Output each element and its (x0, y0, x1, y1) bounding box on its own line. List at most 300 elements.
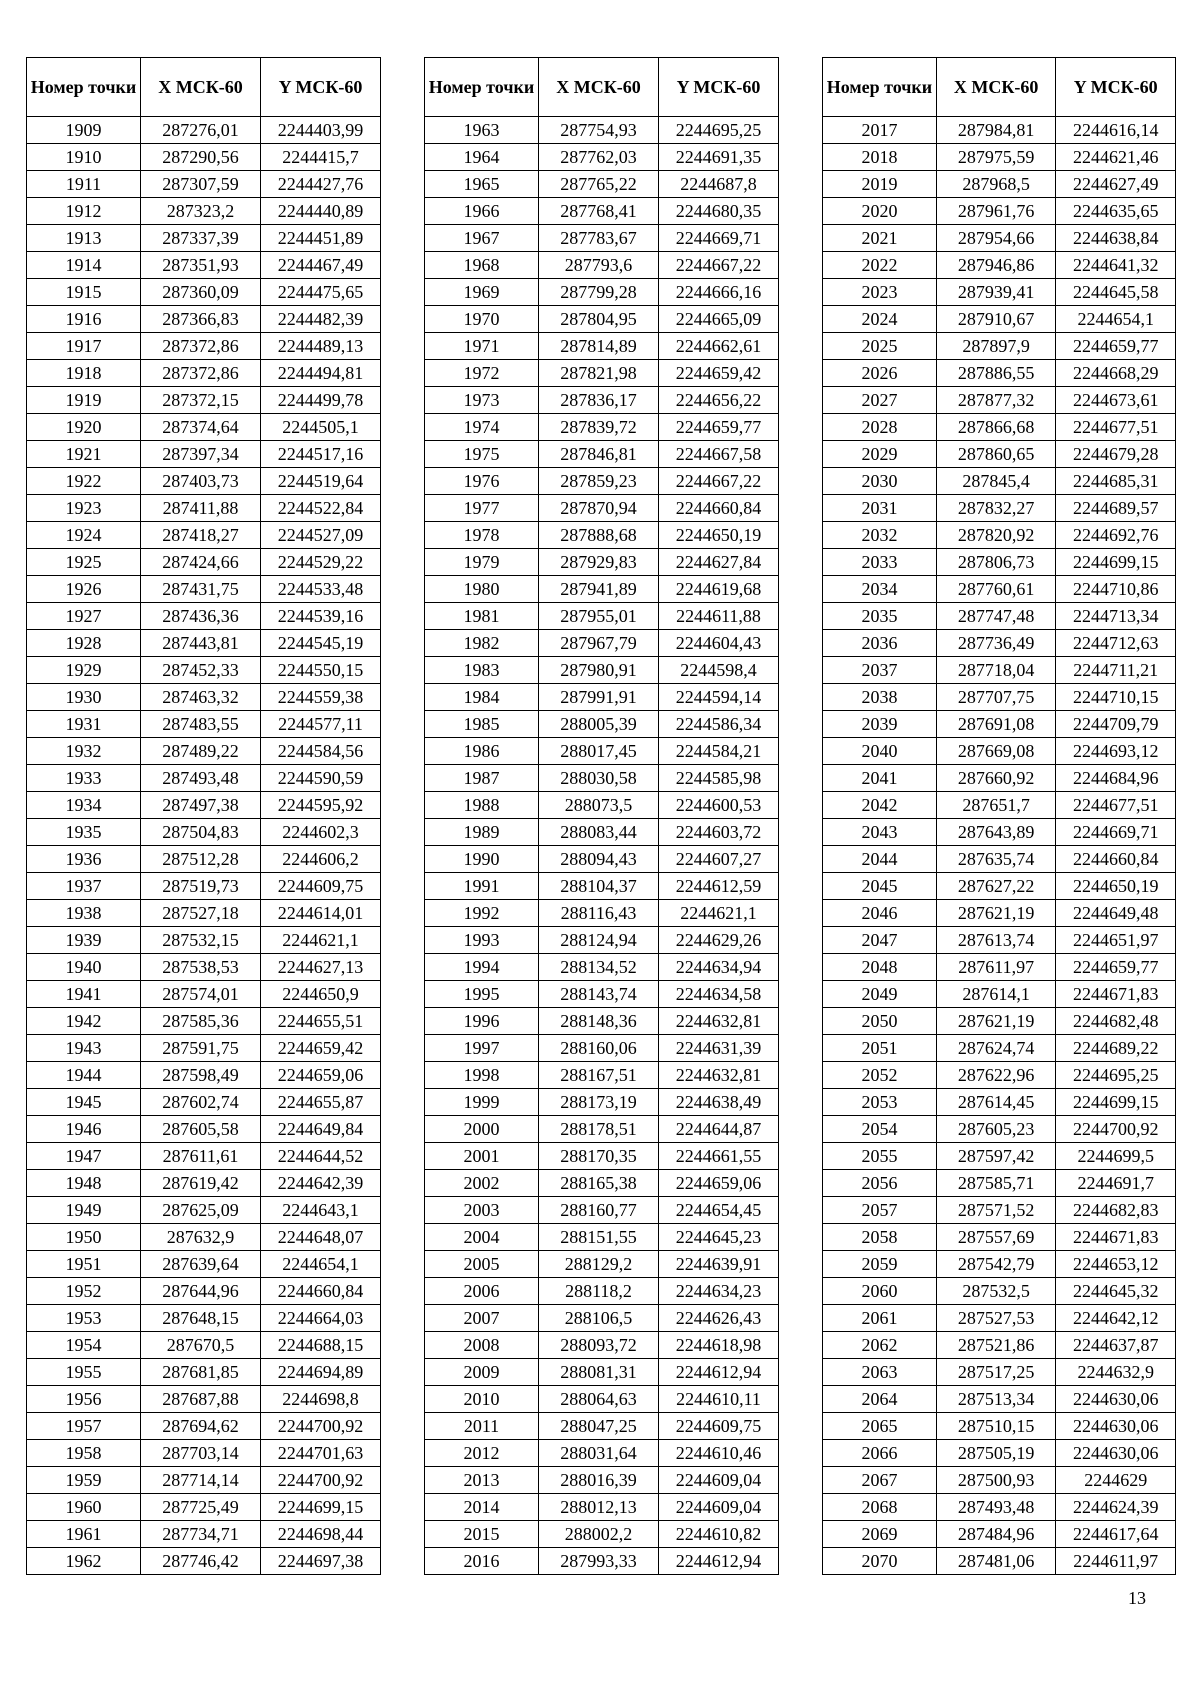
cell-point-number: 2007 (425, 1305, 539, 1332)
cell-y-coordinate: 2244505,1 (261, 414, 381, 441)
cell-point-number: 2035 (823, 603, 937, 630)
table-row (425, 954, 779, 981)
table-row (27, 549, 381, 576)
cell-x-coordinate: 287542,79 (936, 1251, 1056, 1278)
cell-point-number: 1940 (27, 954, 141, 981)
cell-y-coordinate: 2244639,91 (659, 1251, 779, 1278)
cell-y-coordinate: 2244631,39 (659, 1035, 779, 1062)
header-point-number: Номер точки (425, 58, 539, 117)
table-row (425, 1359, 779, 1386)
table-row (27, 1521, 381, 1548)
cell-x-coordinate: 287493,48 (936, 1494, 1056, 1521)
cell-y-coordinate: 2244630,06 (1056, 1386, 1176, 1413)
cell-point-number: 2010 (425, 1386, 539, 1413)
table-row (823, 1062, 1176, 1089)
cell-x-coordinate: 288151,55 (539, 1224, 659, 1251)
cell-point-number: 2049 (823, 981, 937, 1008)
cell-y-coordinate: 2244699,15 (1056, 549, 1176, 576)
cell-point-number: 1949 (27, 1197, 141, 1224)
cell-y-coordinate: 2244632,9 (1056, 1359, 1176, 1386)
cell-x-coordinate: 287804,95 (539, 306, 659, 333)
cell-y-coordinate: 2244659,42 (659, 360, 779, 387)
cell-point-number: 1976 (425, 468, 539, 495)
cell-y-coordinate: 2244666,16 (659, 279, 779, 306)
cell-point-number: 1916 (27, 306, 141, 333)
cell-x-coordinate: 287374,64 (141, 414, 261, 441)
cell-point-number: 1986 (425, 738, 539, 765)
cell-point-number: 2042 (823, 792, 937, 819)
cell-point-number: 2067 (823, 1467, 937, 1494)
cell-y-coordinate: 2244650,19 (659, 522, 779, 549)
table-row (425, 279, 779, 306)
cell-x-coordinate: 287452,33 (141, 657, 261, 684)
cell-point-number: 2068 (823, 1494, 937, 1521)
cell-x-coordinate: 287954,66 (936, 225, 1056, 252)
cell-y-coordinate: 2244621,46 (1056, 144, 1176, 171)
cell-y-coordinate: 2244648,07 (261, 1224, 381, 1251)
cell-point-number: 1927 (27, 603, 141, 630)
cell-x-coordinate: 287463,32 (141, 684, 261, 711)
cell-y-coordinate: 2244650,9 (261, 981, 381, 1008)
cell-point-number: 2008 (425, 1332, 539, 1359)
cell-point-number: 2040 (823, 738, 937, 765)
table-row (27, 1386, 381, 1413)
cell-x-coordinate: 287760,61 (936, 576, 1056, 603)
cell-y-coordinate: 2244700,92 (1056, 1116, 1176, 1143)
table-row (823, 1197, 1176, 1224)
cell-x-coordinate: 288047,25 (539, 1413, 659, 1440)
table-row (823, 1251, 1176, 1278)
table-row (823, 765, 1176, 792)
cell-x-coordinate: 287821,98 (539, 360, 659, 387)
cell-y-coordinate: 2244586,34 (659, 711, 779, 738)
table-row (27, 144, 381, 171)
cell-y-coordinate: 2244693,12 (1056, 738, 1176, 765)
cell-x-coordinate: 288030,58 (539, 765, 659, 792)
cell-x-coordinate: 287691,08 (936, 711, 1056, 738)
cell-y-coordinate: 2244664,03 (261, 1305, 381, 1332)
table-row (27, 765, 381, 792)
cell-y-coordinate: 2244634,58 (659, 981, 779, 1008)
cell-point-number: 1993 (425, 927, 539, 954)
header-x-coordinate: X МСК-60 (936, 58, 1056, 117)
cell-point-number: 1931 (27, 711, 141, 738)
table-row (823, 252, 1176, 279)
cell-x-coordinate: 287500,93 (936, 1467, 1056, 1494)
cell-point-number: 1997 (425, 1035, 539, 1062)
cell-x-coordinate: 287571,52 (936, 1197, 1056, 1224)
table-row (27, 1494, 381, 1521)
cell-y-coordinate: 2244403,99 (261, 117, 381, 144)
cell-y-coordinate: 2244607,27 (659, 846, 779, 873)
table-row (823, 630, 1176, 657)
cell-y-coordinate: 2244642,12 (1056, 1305, 1176, 1332)
cell-x-coordinate: 287736,49 (936, 630, 1056, 657)
cell-x-coordinate: 287403,73 (141, 468, 261, 495)
table-row (823, 657, 1176, 684)
table-row (425, 819, 779, 846)
cell-x-coordinate: 287591,75 (141, 1035, 261, 1062)
cell-point-number: 1924 (27, 522, 141, 549)
table-row (425, 117, 779, 144)
cell-y-coordinate: 2244609,04 (659, 1494, 779, 1521)
table-row (27, 225, 381, 252)
cell-y-coordinate: 2244621,1 (261, 927, 381, 954)
cell-x-coordinate: 287513,34 (936, 1386, 1056, 1413)
cell-point-number: 2065 (823, 1413, 937, 1440)
cell-x-coordinate: 287512,28 (141, 846, 261, 873)
table-row (823, 1386, 1176, 1413)
cell-y-coordinate: 2244691,35 (659, 144, 779, 171)
cell-point-number: 2057 (823, 1197, 937, 1224)
cell-point-number: 1953 (27, 1305, 141, 1332)
cell-x-coordinate: 287991,91 (539, 684, 659, 711)
cell-point-number: 2047 (823, 927, 937, 954)
cell-x-coordinate: 287372,86 (141, 333, 261, 360)
cell-y-coordinate: 2244643,1 (261, 1197, 381, 1224)
cell-y-coordinate: 2244645,58 (1056, 279, 1176, 306)
table-row (823, 819, 1176, 846)
table-row (425, 1197, 779, 1224)
cell-point-number: 1974 (425, 414, 539, 441)
cell-point-number: 1996 (425, 1008, 539, 1035)
cell-y-coordinate: 2244667,58 (659, 441, 779, 468)
cell-x-coordinate: 287614,45 (936, 1089, 1056, 1116)
cell-x-coordinate: 287360,09 (141, 279, 261, 306)
cell-x-coordinate: 287814,89 (539, 333, 659, 360)
cell-y-coordinate: 2244621,1 (659, 900, 779, 927)
cell-x-coordinate: 287718,04 (936, 657, 1056, 684)
table-row (425, 792, 779, 819)
cell-x-coordinate: 287888,68 (539, 522, 659, 549)
cell-x-coordinate: 288093,72 (539, 1332, 659, 1359)
table-row (823, 873, 1176, 900)
cell-y-coordinate: 2244611,88 (659, 603, 779, 630)
table-row (27, 603, 381, 630)
cell-y-coordinate: 2244689,22 (1056, 1035, 1176, 1062)
cell-y-coordinate: 2244695,25 (1056, 1062, 1176, 1089)
coordinates-table-3 (822, 57, 1176, 1575)
cell-x-coordinate: 287611,61 (141, 1143, 261, 1170)
cell-x-coordinate: 287624,74 (936, 1035, 1056, 1062)
cell-point-number: 1915 (27, 279, 141, 306)
cell-x-coordinate: 287725,49 (141, 1494, 261, 1521)
cell-y-coordinate: 2244673,61 (1056, 387, 1176, 414)
cell-y-coordinate: 2244617,64 (1056, 1521, 1176, 1548)
cell-x-coordinate: 287765,22 (539, 171, 659, 198)
cell-point-number: 1942 (27, 1008, 141, 1035)
cell-x-coordinate: 288167,51 (539, 1062, 659, 1089)
cell-x-coordinate: 287846,81 (539, 441, 659, 468)
cell-x-coordinate: 287605,23 (936, 1116, 1056, 1143)
cell-x-coordinate: 287820,92 (936, 522, 1056, 549)
cell-x-coordinate: 287431,75 (141, 576, 261, 603)
cell-point-number: 1947 (27, 1143, 141, 1170)
cell-point-number: 1994 (425, 954, 539, 981)
table-row (425, 387, 779, 414)
cell-point-number: 1929 (27, 657, 141, 684)
table-row (823, 1467, 1176, 1494)
cell-y-coordinate: 2244687,8 (659, 171, 779, 198)
cell-x-coordinate: 287497,38 (141, 792, 261, 819)
table-row (823, 1089, 1176, 1116)
cell-point-number: 1981 (425, 603, 539, 630)
table-row (27, 1116, 381, 1143)
cell-point-number: 1913 (27, 225, 141, 252)
cell-y-coordinate: 2244655,51 (261, 1008, 381, 1035)
table-row (425, 1170, 779, 1197)
cell-x-coordinate: 288081,31 (539, 1359, 659, 1386)
table-row (27, 1197, 381, 1224)
cell-x-coordinate: 287635,74 (936, 846, 1056, 873)
cell-y-coordinate: 2244577,11 (261, 711, 381, 738)
table-row (27, 1440, 381, 1467)
table-row (823, 1359, 1176, 1386)
cell-point-number: 1932 (27, 738, 141, 765)
cell-y-coordinate: 2244685,31 (1056, 468, 1176, 495)
cell-point-number: 1923 (27, 495, 141, 522)
cell-x-coordinate: 287929,83 (539, 549, 659, 576)
cell-point-number: 1991 (425, 873, 539, 900)
cell-y-coordinate: 2244711,21 (1056, 657, 1176, 684)
cell-point-number: 1972 (425, 360, 539, 387)
cell-y-coordinate: 2244475,65 (261, 279, 381, 306)
cell-point-number: 2053 (823, 1089, 937, 1116)
cell-x-coordinate: 287897,9 (936, 333, 1056, 360)
cell-y-coordinate: 2244679,28 (1056, 441, 1176, 468)
cell-y-coordinate: 2244545,19 (261, 630, 381, 657)
cell-point-number: 2064 (823, 1386, 937, 1413)
cell-y-coordinate: 2244612,94 (659, 1359, 779, 1386)
cell-point-number: 2056 (823, 1170, 937, 1197)
cell-x-coordinate: 287557,69 (936, 1224, 1056, 1251)
table-row (425, 522, 779, 549)
cell-point-number: 1934 (27, 792, 141, 819)
cell-point-number: 2005 (425, 1251, 539, 1278)
cell-x-coordinate: 287517,25 (936, 1359, 1056, 1386)
cell-point-number: 1968 (425, 252, 539, 279)
cell-y-coordinate: 2244539,16 (261, 603, 381, 630)
cell-point-number: 2019 (823, 171, 937, 198)
header-y-coordinate: Y МСК-60 (261, 58, 381, 117)
cell-x-coordinate: 287611,97 (936, 954, 1056, 981)
cell-point-number: 1975 (425, 441, 539, 468)
cell-point-number: 1984 (425, 684, 539, 711)
table-row (823, 468, 1176, 495)
cell-x-coordinate: 287598,49 (141, 1062, 261, 1089)
cell-point-number: 1935 (27, 819, 141, 846)
cell-x-coordinate: 288094,43 (539, 846, 659, 873)
table-row (27, 1035, 381, 1062)
table-row (823, 576, 1176, 603)
cell-point-number: 1964 (425, 144, 539, 171)
table-row (823, 495, 1176, 522)
cell-y-coordinate: 2244499,78 (261, 387, 381, 414)
table-row (27, 1467, 381, 1494)
table-row (425, 1386, 779, 1413)
cell-x-coordinate: 287613,74 (936, 927, 1056, 954)
cell-point-number: 2069 (823, 1521, 937, 1548)
header-point-number: Номер точки (27, 58, 141, 117)
cell-x-coordinate: 287746,42 (141, 1548, 261, 1575)
cell-y-coordinate: 2244712,63 (1056, 630, 1176, 657)
cell-x-coordinate: 287734,71 (141, 1521, 261, 1548)
cell-point-number: 2012 (425, 1440, 539, 1467)
cell-y-coordinate: 2244709,79 (1056, 711, 1176, 738)
table-row (27, 1332, 381, 1359)
cell-point-number: 2062 (823, 1332, 937, 1359)
cell-y-coordinate: 2244642,39 (261, 1170, 381, 1197)
table-row (425, 1548, 779, 1575)
cell-x-coordinate: 287622,96 (936, 1062, 1056, 1089)
cell-x-coordinate: 287762,03 (539, 144, 659, 171)
table-row (823, 1548, 1176, 1575)
table-row (425, 252, 779, 279)
cell-point-number: 2059 (823, 1251, 937, 1278)
cell-y-coordinate: 2244669,71 (659, 225, 779, 252)
cell-x-coordinate: 287946,86 (936, 252, 1056, 279)
cell-x-coordinate: 287870,94 (539, 495, 659, 522)
table-row (27, 522, 381, 549)
cell-x-coordinate: 287585,71 (936, 1170, 1056, 1197)
cell-point-number: 1948 (27, 1170, 141, 1197)
table-row (823, 1521, 1176, 1548)
cell-x-coordinate: 287527,18 (141, 900, 261, 927)
cell-x-coordinate: 287504,83 (141, 819, 261, 846)
cell-y-coordinate: 2244598,4 (659, 657, 779, 684)
cell-x-coordinate: 287351,93 (141, 252, 261, 279)
cell-y-coordinate: 2244584,21 (659, 738, 779, 765)
cell-point-number: 1967 (425, 225, 539, 252)
table-row (823, 198, 1176, 225)
cell-point-number: 1926 (27, 576, 141, 603)
cell-y-coordinate: 2244638,84 (1056, 225, 1176, 252)
header-y-coordinate: Y МСК-60 (1056, 58, 1176, 117)
table-row (823, 1008, 1176, 1035)
table-row (823, 1035, 1176, 1062)
table-header-row (823, 58, 1176, 117)
cell-point-number: 1987 (425, 765, 539, 792)
cell-y-coordinate: 2244644,87 (659, 1116, 779, 1143)
cell-y-coordinate: 2244694,89 (261, 1359, 381, 1386)
cell-point-number: 2060 (823, 1278, 937, 1305)
table-row (425, 711, 779, 738)
cell-y-coordinate: 2244494,81 (261, 360, 381, 387)
table-row (27, 1170, 381, 1197)
cell-y-coordinate: 2244659,06 (261, 1062, 381, 1089)
cell-x-coordinate: 287527,53 (936, 1305, 1056, 1332)
table-row (823, 927, 1176, 954)
cell-x-coordinate: 287532,5 (936, 1278, 1056, 1305)
table-row (823, 1440, 1176, 1467)
cell-x-coordinate: 287968,5 (936, 171, 1056, 198)
cell-y-coordinate: 2244667,22 (659, 252, 779, 279)
cell-y-coordinate: 2244659,77 (659, 414, 779, 441)
cell-y-coordinate: 2244630,06 (1056, 1440, 1176, 1467)
cell-x-coordinate: 287397,34 (141, 441, 261, 468)
cell-point-number: 1995 (425, 981, 539, 1008)
cell-point-number: 1922 (27, 468, 141, 495)
table-row (27, 117, 381, 144)
cell-x-coordinate: 287910,67 (936, 306, 1056, 333)
table-row (27, 1089, 381, 1116)
cell-y-coordinate: 2244627,84 (659, 549, 779, 576)
cell-point-number: 2066 (823, 1440, 937, 1467)
cell-point-number: 1921 (27, 441, 141, 468)
cell-y-coordinate: 2244619,68 (659, 576, 779, 603)
cell-x-coordinate: 287955,01 (539, 603, 659, 630)
table-row (27, 900, 381, 927)
table-row (425, 1143, 779, 1170)
cell-point-number: 2031 (823, 495, 937, 522)
table-row (823, 387, 1176, 414)
cell-x-coordinate: 288083,44 (539, 819, 659, 846)
cell-x-coordinate: 287866,68 (936, 414, 1056, 441)
table-row (425, 981, 779, 1008)
cell-y-coordinate: 2244585,98 (659, 765, 779, 792)
cell-x-coordinate: 287290,56 (141, 144, 261, 171)
cell-point-number: 2039 (823, 711, 937, 738)
cell-x-coordinate: 287984,81 (936, 117, 1056, 144)
cell-y-coordinate: 2244710,15 (1056, 684, 1176, 711)
cell-y-coordinate: 2244701,63 (261, 1440, 381, 1467)
cell-y-coordinate: 2244668,29 (1056, 360, 1176, 387)
cell-y-coordinate: 2244614,01 (261, 900, 381, 927)
cell-y-coordinate: 2244603,72 (659, 819, 779, 846)
cell-point-number: 1909 (27, 117, 141, 144)
cell-y-coordinate: 2244616,14 (1056, 117, 1176, 144)
cell-point-number: 2014 (425, 1494, 539, 1521)
cell-point-number: 1985 (425, 711, 539, 738)
table-row (425, 1467, 779, 1494)
cell-x-coordinate: 288178,51 (539, 1116, 659, 1143)
cell-y-coordinate: 2244611,97 (1056, 1548, 1176, 1575)
table-row (425, 198, 779, 225)
cell-point-number: 2027 (823, 387, 937, 414)
cell-x-coordinate: 288148,36 (539, 1008, 659, 1035)
cell-x-coordinate: 287424,66 (141, 549, 261, 576)
cell-y-coordinate: 2244645,23 (659, 1224, 779, 1251)
cell-point-number: 2003 (425, 1197, 539, 1224)
cell-y-coordinate: 2244659,42 (261, 1035, 381, 1062)
table-row (823, 1224, 1176, 1251)
cell-x-coordinate: 287411,88 (141, 495, 261, 522)
table-row (823, 792, 1176, 819)
cell-point-number: 1963 (425, 117, 539, 144)
cell-y-coordinate: 2244427,76 (261, 171, 381, 198)
table-row (425, 333, 779, 360)
table-row (425, 495, 779, 522)
cell-point-number: 1998 (425, 1062, 539, 1089)
cell-x-coordinate: 287574,01 (141, 981, 261, 1008)
cell-x-coordinate: 287681,85 (141, 1359, 261, 1386)
cell-x-coordinate: 287747,48 (936, 603, 1056, 630)
cell-y-coordinate: 2244656,22 (659, 387, 779, 414)
cell-x-coordinate: 288064,63 (539, 1386, 659, 1413)
table-row (823, 684, 1176, 711)
table-row (425, 603, 779, 630)
cell-y-coordinate: 2244677,51 (1056, 414, 1176, 441)
table-row (823, 1170, 1176, 1197)
cell-x-coordinate: 288106,5 (539, 1305, 659, 1332)
cell-y-coordinate: 2244609,75 (261, 873, 381, 900)
cell-y-coordinate: 2244665,09 (659, 306, 779, 333)
table-row (425, 1008, 779, 1035)
cell-x-coordinate: 288170,35 (539, 1143, 659, 1170)
cell-point-number: 2006 (425, 1278, 539, 1305)
cell-point-number: 2043 (823, 819, 937, 846)
table-row (823, 1413, 1176, 1440)
